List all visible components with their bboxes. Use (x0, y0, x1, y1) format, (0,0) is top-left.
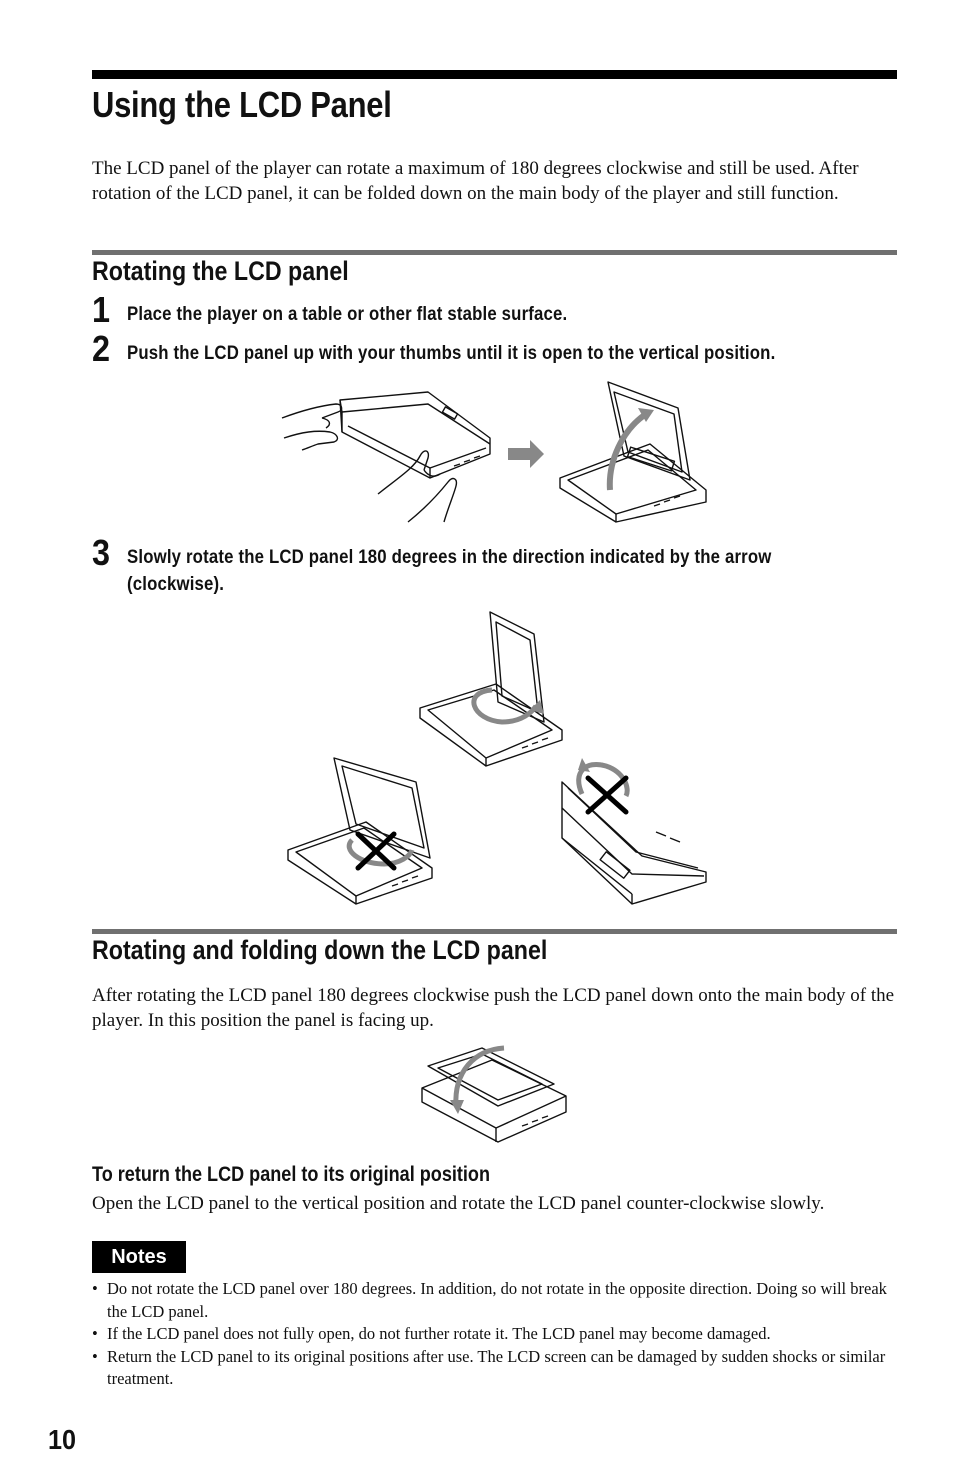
sub-text: Open the LCD panel to the vertical position and rotate the LCD panel counter-clockwise slowly. (92, 1193, 825, 1214)
notes-list (92, 1278, 898, 1391)
step-text: Place the player on a table or other flat stable surface. (127, 303, 568, 325)
list-item (92, 1346, 898, 1391)
section-body: After rotating the LCD panel 180 degrees clockwise push the LCD panel down onto the main body of the player. In this position the panel is facing up. (92, 985, 895, 1031)
rotate-panel-illustration (286, 612, 710, 906)
open-panel-illustration (278, 382, 718, 527)
right-arrow-icon (508, 440, 544, 468)
bullet: • (92, 1279, 98, 1298)
list-item (92, 1278, 898, 1323)
section-rule (92, 929, 897, 934)
step-text: Slowly rotate the LCD panel 180 degrees in the direction indicated by the arrow (127, 546, 772, 568)
note-text: Return the LCD panel to its original positions after use. The LCD screen can be damaged by sudden shocks or similar treatment. (107, 1346, 886, 1388)
step-text: Push the LCD panel up with your thumbs until it is open to the vertical position. (127, 342, 776, 364)
step-number: 3 (92, 532, 111, 573)
bullet: • (92, 1346, 98, 1366)
notes-badge: Notes (92, 1241, 186, 1273)
step-text: (clockwise). (127, 573, 225, 595)
section-rule (92, 250, 897, 255)
fold-panel-illustration (418, 1044, 572, 1144)
page-number: 10 (48, 1424, 77, 1455)
list-item (92, 1323, 898, 1346)
note-text: Do not rotate the LCD panel over 180 degrees. In addition, do not rotate in the opposite direction. Doing so will break the LCD panel. (107, 1279, 887, 1321)
note-text: If the LCD panel does not fully open, do not further rotate it. The LCD panel may become damaged. (107, 1324, 771, 1343)
bullet: • (92, 1324, 98, 1343)
intro-paragraph: The LCD panel of the player can rotate a maximum of 180 degrees clockwise and still be used. After rotation of the LCD panel, it can be folded down on the main body of the player and still function. (92, 158, 859, 204)
sub-heading: To return the LCD panel to its original position (92, 1163, 490, 1186)
section-title: Rotating and folding down the LCD panel (92, 935, 548, 965)
step-number: 1 (92, 289, 111, 330)
top-rule (92, 70, 897, 79)
prohibited-x-icon (588, 778, 626, 812)
section-title: Rotating the LCD panel (92, 256, 349, 286)
step-number: 2 (92, 328, 111, 369)
page-title: Using the LCD Panel (92, 84, 392, 125)
